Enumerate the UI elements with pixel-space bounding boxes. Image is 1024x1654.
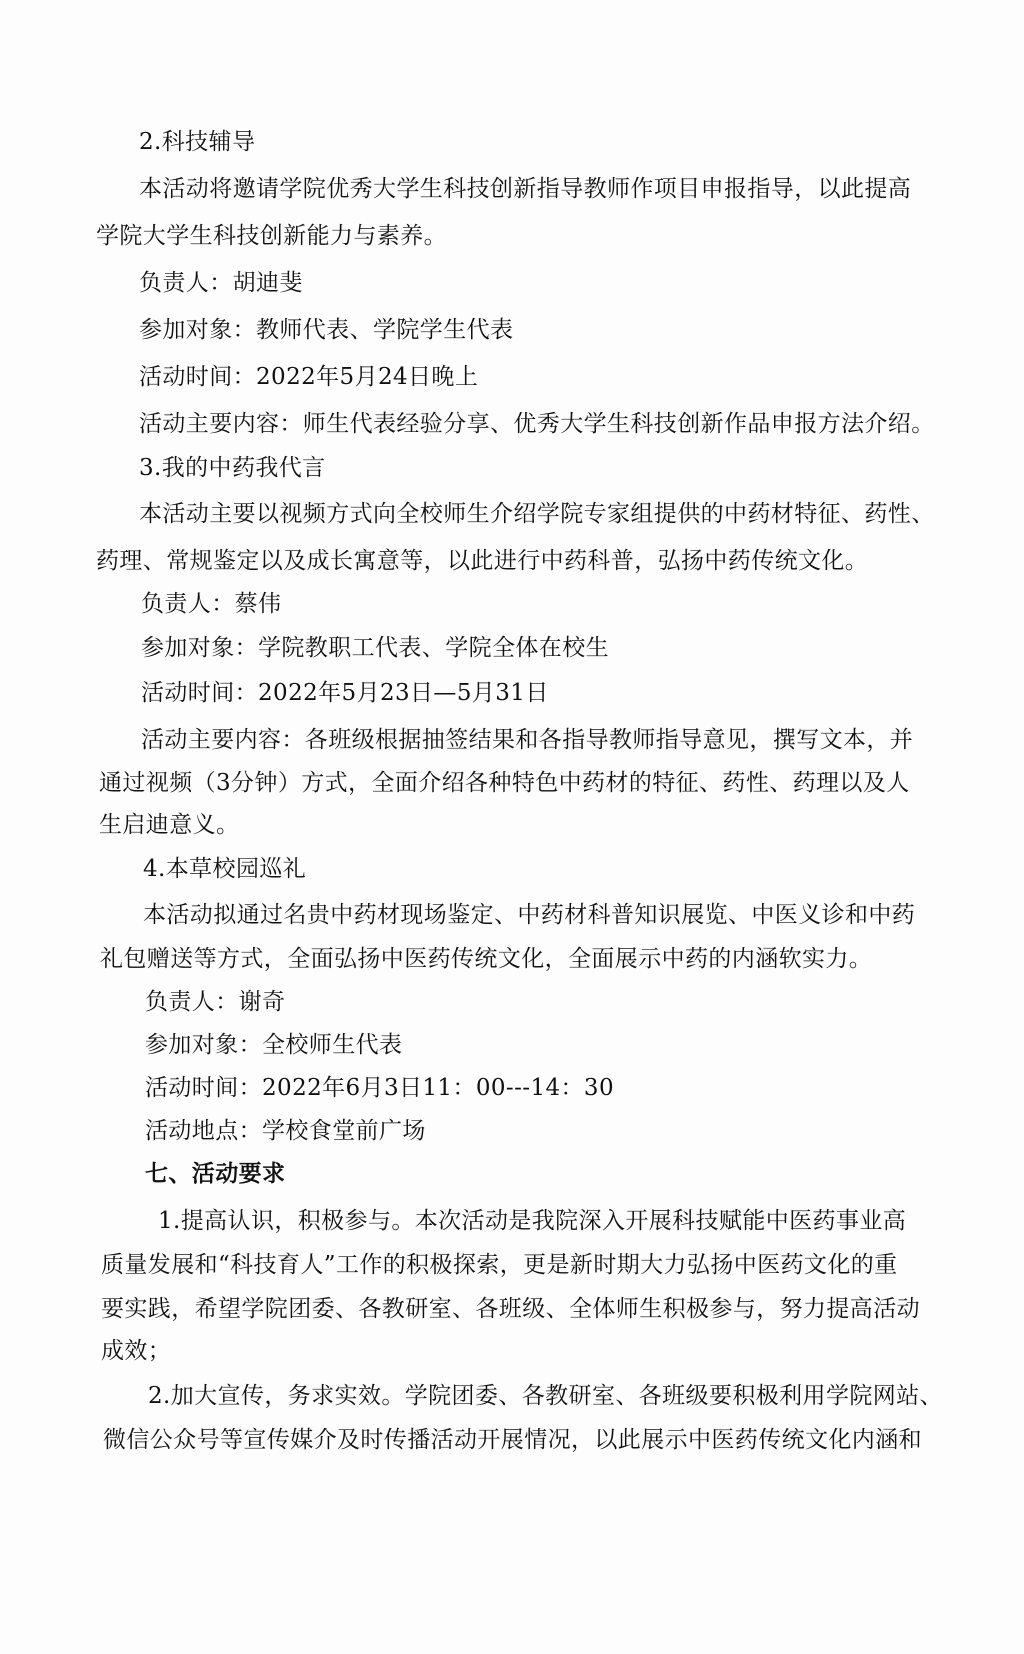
participants: 参加对象：全校师生代表 (145, 1032, 403, 1058)
paragraph-line: 礼包赠送等方式，全面弘扬中医药传统文化，全面展示中药的内涵软实力。 (100, 946, 873, 972)
paragraph-line: 质量发展和“科技育人”工作的积极探索，更是新时期大力弘扬中医药文化的重 (101, 1252, 898, 1278)
section-heading: 2.科技辅导 (139, 129, 256, 155)
paragraph-line: 2.加大宣传，务求实效。学院团委、各教研室、各班级要积极利用学院网站、 (148, 1383, 943, 1409)
section-heading: 4.本草校园巡礼 (143, 856, 307, 882)
activity-time: 活动时间：2022年5月24日晚上 (139, 364, 479, 390)
responsible-person: 负责人：胡迪斐 (139, 270, 303, 296)
activity-time: 活动时间：2022年6月3日11：00---14：30 (145, 1075, 614, 1101)
activity-content: 活动主要内容：各班级根据抽签结果和各指导教师指导意见，撰写文本，并 (141, 727, 914, 753)
responsible-person: 负责人：谢奇 (145, 989, 286, 1015)
participants: 参加对象：学院教职工代表、学院全体在校生 (141, 635, 609, 661)
participants: 参加对象：教师代表、学院学生代表 (139, 317, 514, 343)
section-heading: 3.我的中药我代言 (139, 455, 326, 481)
section-heading: 七、活动要求 (145, 1160, 286, 1187)
paragraph-line: 本活动主要以视频方式向全校师生介绍学院专家组提供的中药材特征、药性、 (139, 501, 935, 527)
paragraph-line: 学院大学生科技创新能力与素养。 (96, 223, 447, 249)
paragraph-line: 微信公众号等宣传媒介及时传播活动开展情况，以此展示中医药传统文化内涵和 (103, 1427, 922, 1453)
paragraph-line: 成效； (101, 1338, 172, 1364)
paragraph-line: 通过视频（3分钟）方式，全面介绍各种特色中药材的特征、药性、药理以及人 (99, 770, 910, 796)
activity-location: 活动地点：学校食堂前广场 (145, 1118, 426, 1144)
paragraph-line: 要实践，希望学院团委、各教研室、各班级、全体师生积极参与，努力提高活动 (101, 1296, 920, 1322)
activity-time: 活动时间：2022年5月23日—5月31日 (141, 680, 549, 706)
activity-content: 活动主要内容：师生代表经验分享、优秀大学生科技创新作品申报方法介绍。 (139, 411, 935, 437)
paragraph-line: 本活动拟通过名贵中药材现场鉴定、中药材科普知识展览、中医义诊和中药 (143, 902, 916, 928)
paragraph-line: 1.提高认识，积极参与。本次活动是我院深入开展科技赋能中医药事业高 (158, 1208, 907, 1234)
paragraph-line: 生启迪意义。 (99, 812, 240, 838)
paragraph-line: 本活动将邀请学院优秀大学生科技创新指导教师作项目申报指导，以此提高 (139, 176, 912, 202)
paragraph-line: 药理、常规鉴定以及成长寓意等，以此进行中药科普，弘扬中药传统文化。 (96, 548, 869, 574)
responsible-person: 负责人：蔡伟 (141, 591, 282, 617)
